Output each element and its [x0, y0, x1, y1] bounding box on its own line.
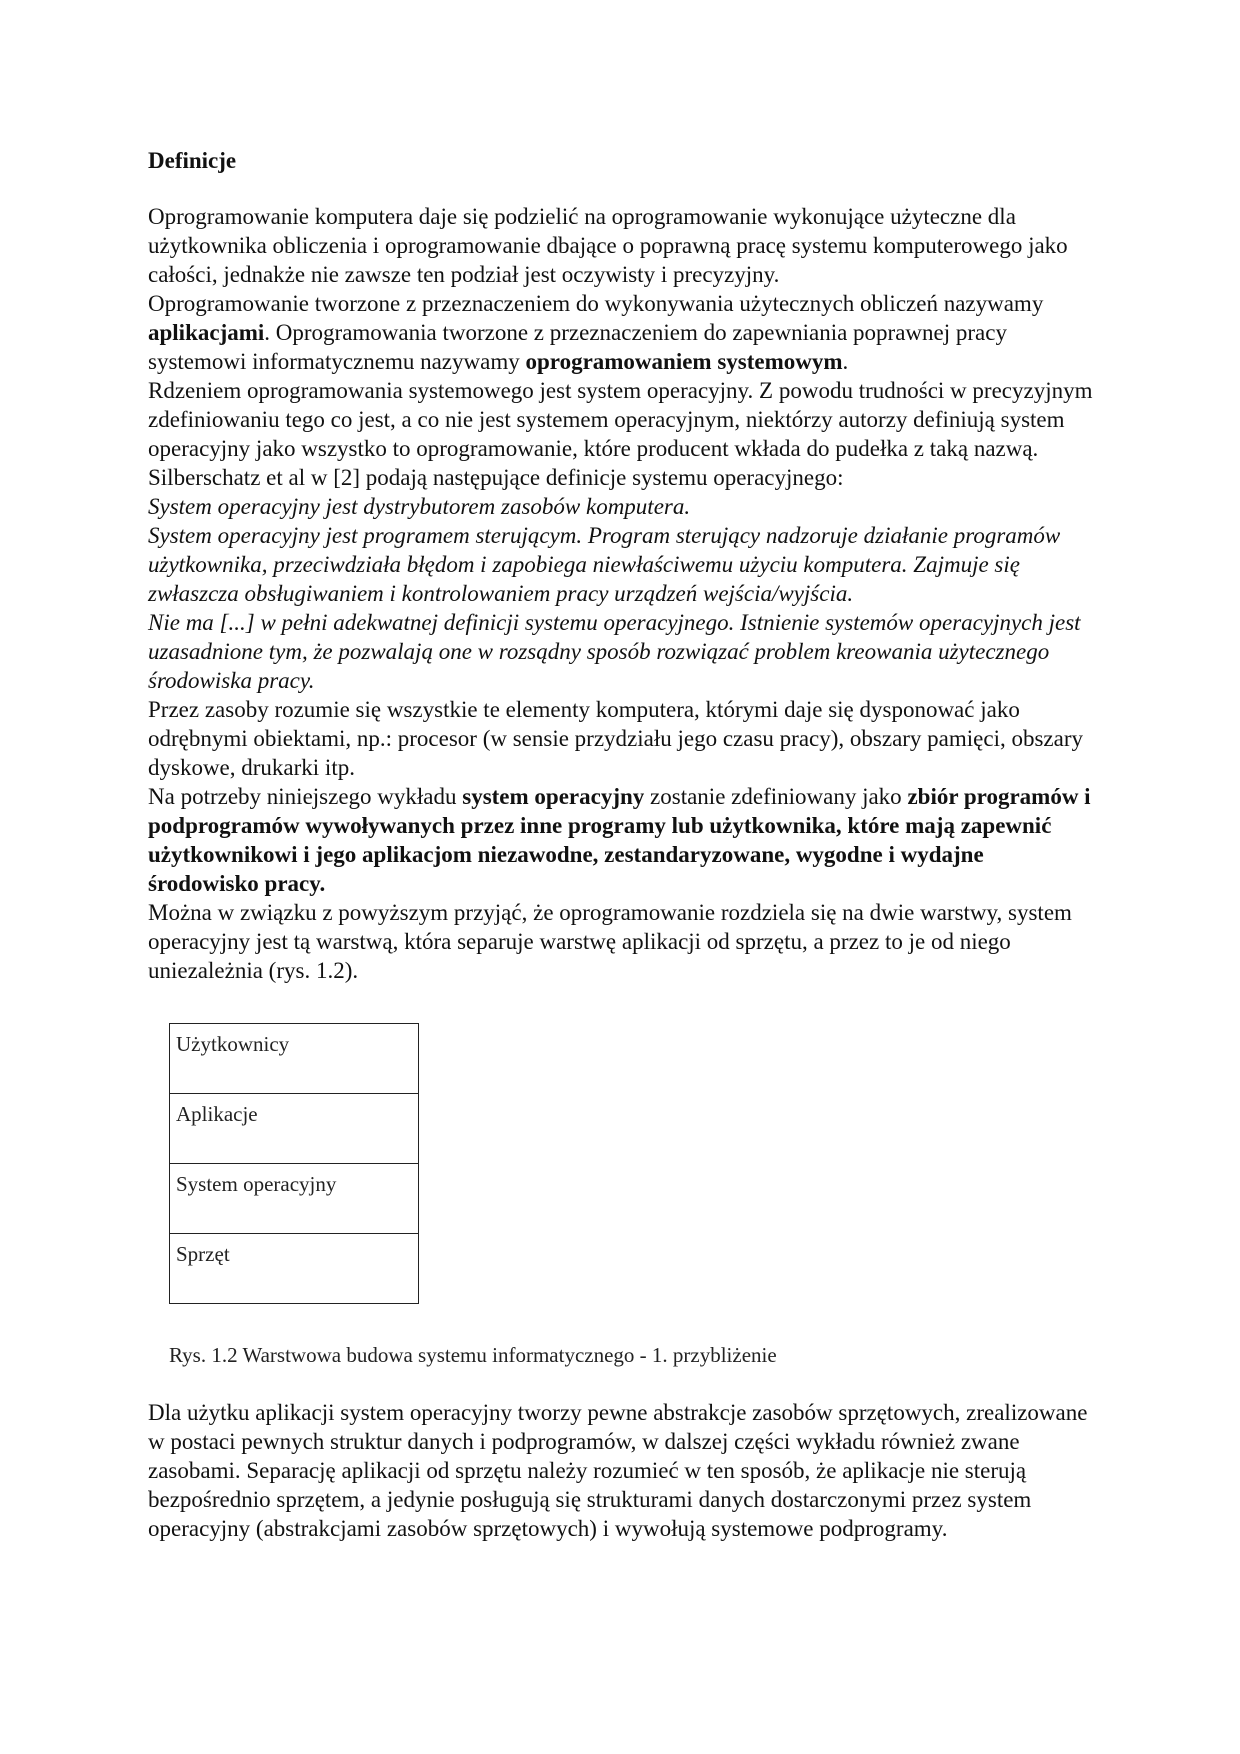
text-segment: Oprogramowanie tworzone z przeznaczeniem do wykonywania użytecznych obliczeń nazywamy — [148, 291, 1044, 316]
paragraph-silberschatz-intro: Silberschatz et al w [2] podają następujące definicje systemu operacyjnego: — [148, 465, 844, 490]
figure-caption: Rys. 1.2 Warstwowa budowa systemu informatycznego - 1. przybliżenie — [169, 1343, 777, 1367]
paragraph-two-layers: Można w związku z powyższym przyjąć, że oprogramowanie rozdziela się na dwie warstwy, system operacyjny jest tą warstwą, która separuje warstwę aplikacji od sprzętu, a przez to je od niego uniezależnia (rys. 1.2). — [148, 900, 1072, 983]
layer-applications: Aplikacje — [170, 1094, 419, 1164]
definition-operating-system: zbiór programów i podprogramów wywoływanych przez inne programy lub użytkownika, które mają zapewnić użytkownikowi i jego aplikacjom niezawodne, zestandaryzowane, wygodne i wydajne środowisko pracy. — [148, 784, 1091, 896]
quote-control-program: System operacyjny jest programem sterującym. Program sterujący nadzoruje działanie programów użytkownika, przeciwdziała błędom i zapobiega niewłaściwemu użyciu komputera. Zajmuje się zwłaszcza obsługiwaniem i kontrolowaniem pracy urządzeń wejścia/wyjścia. — [148, 523, 1061, 606]
text-segment: . — [842, 349, 849, 374]
document-body — [148, 146, 1098, 1543]
layers-diagram — [169, 1023, 419, 1304]
text-segment: Na potrzeby niniejszego wykładu — [148, 784, 463, 809]
section-heading: Definicje — [148, 148, 237, 173]
layer-row — [170, 1094, 419, 1164]
layer-row — [170, 1024, 419, 1094]
quote-resource-distributor: System operacyjny jest dystrybutorem zasobów komputera. — [148, 494, 691, 519]
paragraph-resources: Przez zasoby rozumie się wszystkie te elementy komputera, którymi daje się dysponować jako odrębnymi obiektami, np.: procesor (w sensie przydziału jego czasu pracy), obszary pamięci, obszary dyskowe, drukarki itp. — [148, 697, 1084, 780]
layer-row — [170, 1164, 419, 1234]
quote-no-adequate-definition: Nie ma [...] w pełni adekwatnej definicji systemu operacyjnego. Istnienie systemów operacyjnych jest uzasadnione tym, że pozwalają one w rozsądny sposób rozwiązać problem kreowania użytecznego środowiska pracy. — [148, 610, 1081, 693]
layer-users: Użytkownicy — [170, 1024, 419, 1094]
layer-operating-system: System operacyjny — [170, 1164, 419, 1234]
paragraph-abstractions: Dla użytku aplikacji system operacyjny tworzy pewne abstrakcje zasobów sprzętowych, zrealizowane w postaci pewnych struktur danych i podprogramów, w dalszej części wykładu również zwane zasobami. Separację aplikacji od sprzętu należy rozumieć w ten sposób, że aplikacje nie sterują bezpośrednio sprzętem, a jedynie posługują się strukturami danych dostarczonymi przez system operacyjny (abstrakcjami zasobów sprzętowych) i wywołują systemowe podprogramy. — [148, 1400, 1088, 1541]
layer-row — [170, 1234, 419, 1304]
term-system-software: oprogramowaniem systemowym — [525, 349, 843, 374]
term-operating-system: system operacyjny — [462, 784, 645, 809]
text-segment: . Oprogramowania tworzone z przeznaczeniem do zapewniania poprawnej pracy systemowi informatycznemu nazywamy — [148, 320, 1007, 374]
text-segment: zostanie zdefiniowany jako — [644, 784, 908, 809]
layer-hardware: Sprzęt — [170, 1234, 419, 1304]
term-applications: aplikacjami — [148, 320, 265, 345]
paragraph-applications-definition — [148, 289, 1098, 376]
paragraph-software-division: Oprogramowanie komputera daje się podzielić na oprogramowanie wykonujące użyteczne dla użytkownika obliczenia i oprogramowanie dbające o poprawną pracę systemu komputerowego jako całości, jednakże nie zawsze ten podział jest oczywisty i precyzyjny. — [148, 204, 1068, 287]
paragraph-os-definition — [148, 782, 1098, 898]
paragraph-os-core: Rdzeniem oprogramowania systemowego jest system operacyjny. Z powodu trudności w precyzyjnym zdefiniowaniu tego co jest, a co nie jest systemem operacyjnym, niektórzy autorzy definiują system operacyjny jako wszystko to oprogramowanie, które producent wkłada do pudełka z taką nazwą. — [148, 378, 1093, 461]
